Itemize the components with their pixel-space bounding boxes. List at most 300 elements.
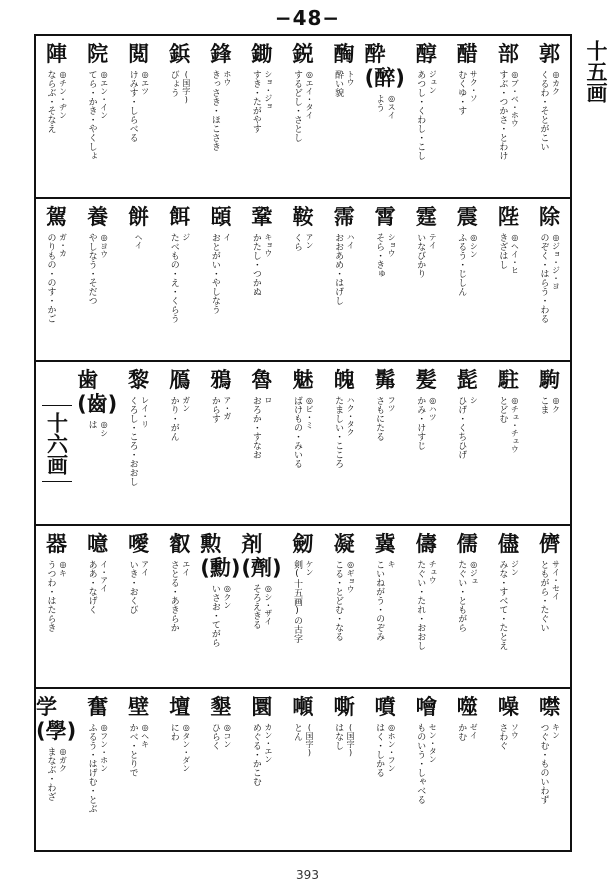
kanji-entry — [488, 36, 529, 197]
on-reading: ガン — [181, 396, 191, 413]
kanji-readings — [414, 233, 438, 278]
kanji-readings — [291, 723, 315, 757]
on-reading: ◎シ — [99, 420, 109, 438]
kanji-character: 霈 — [333, 205, 355, 230]
on-reading: ア・ガ — [222, 396, 232, 421]
kanji-character: 養 — [87, 205, 109, 230]
table-row — [36, 199, 570, 362]
kanji-character: 霆 — [415, 205, 437, 230]
kanji-character: 儔 — [415, 531, 437, 556]
kanji-readings — [127, 70, 151, 142]
kanji-readings — [373, 723, 397, 777]
on-reading: キョウ — [263, 233, 273, 258]
kun-reading: めぐる・かこむ — [250, 722, 261, 786]
kanji-character: 駒 — [538, 368, 560, 393]
kun-reading: てら・かき・やくしょ — [86, 70, 97, 160]
kanji-entry — [282, 199, 323, 360]
on-reading: フツ — [387, 396, 397, 413]
kanji-character: 歯(齒) — [77, 368, 118, 417]
kun-reading: ふるう・はげむ・とぶ — [86, 722, 97, 813]
kanji-readings — [250, 584, 274, 629]
kun-reading: は — [86, 420, 97, 430]
kun-reading: たべもの・え・くらう — [168, 233, 179, 324]
kanji-readings — [250, 723, 274, 786]
kun-reading: するどし・さとし — [291, 70, 302, 142]
kanji-readings — [127, 723, 151, 777]
kanji-readings — [168, 723, 192, 772]
kanji-entry — [365, 36, 406, 197]
kun-reading: いさお・てがら — [209, 583, 220, 647]
on-reading: ◎シ・ザイ — [263, 583, 273, 625]
kanji-entry — [36, 199, 77, 360]
table-row — [36, 526, 570, 689]
kun-reading: すき・たがやす — [250, 70, 261, 133]
kanji-readings — [373, 233, 397, 278]
kanji-readings — [537, 396, 561, 414]
kanji-readings — [168, 70, 192, 104]
on-reading: ゼイ — [469, 722, 479, 739]
kanji-character: 魯 — [251, 368, 273, 393]
kanji-entry — [488, 689, 529, 850]
kanji-readings — [209, 723, 233, 750]
kanji-readings — [45, 747, 69, 801]
on-reading: ホウ — [222, 70, 232, 86]
kanji-entry — [365, 199, 406, 360]
kanji-readings — [209, 584, 233, 647]
kanji-character: 圜 — [251, 694, 273, 719]
kanji-readings — [127, 560, 151, 614]
kanji-readings — [373, 396, 397, 441]
kanji-readings — [496, 233, 520, 274]
kanji-entry — [159, 362, 200, 523]
kun-reading: びょう — [168, 70, 179, 97]
on-reading: ◎シン — [469, 233, 479, 259]
kanji-readings — [168, 396, 192, 441]
kanji-entry — [200, 362, 241, 523]
on-reading: (国字) — [346, 722, 356, 757]
on-reading: ガ・カ — [58, 233, 68, 258]
kanji-entry — [447, 36, 488, 197]
kanji-character: 駕 — [46, 205, 68, 230]
kanji-character: 閲 — [128, 42, 150, 66]
kanji-character: 院 — [87, 42, 109, 66]
kanji-entry — [118, 36, 159, 197]
kanji-entry — [324, 199, 365, 360]
kanji-character: 奮 — [87, 694, 109, 719]
kun-reading: つぐむ・ものいわず — [538, 722, 549, 804]
kun-reading: かたし・つかぬ — [250, 233, 261, 297]
kanji-character: 除 — [538, 205, 560, 230]
kanji-character: 墾 — [210, 694, 232, 719]
kanji-readings — [291, 396, 315, 468]
kanji-character: 餅 — [128, 205, 150, 230]
kun-reading: ひげ・くちひげ — [456, 396, 467, 460]
kanji-character: 儘 — [497, 531, 519, 556]
kanji-character: 部 — [497, 42, 519, 66]
on-reading: イ・アイ — [99, 559, 109, 592]
kun-reading: ばけもの・みいる — [291, 396, 302, 469]
kanji-entry — [159, 689, 200, 850]
kun-reading: こま — [538, 396, 549, 415]
table-row — [36, 36, 570, 199]
on-reading: セン・タン — [428, 722, 438, 763]
kanji-readings — [45, 560, 69, 632]
kanji-readings — [209, 396, 233, 423]
on-reading: ◎エツ — [140, 70, 150, 95]
kun-reading: すぶ・つかさ・とわけ — [497, 70, 508, 160]
kanji-character: 鋒 — [210, 42, 232, 66]
kun-reading: ともがら・たぐい — [538, 559, 549, 632]
kanji-character: 震 — [456, 205, 478, 230]
kun-reading: ならぶ・そなえ — [45, 70, 56, 133]
kanji-readings — [291, 70, 315, 142]
kanji-character: 陛 — [497, 205, 519, 230]
kanji-entry — [324, 526, 365, 687]
on-reading: アン — [304, 233, 314, 250]
kanji-entry — [488, 199, 529, 360]
on-reading: ショ・ジョ — [263, 70, 273, 110]
on-reading: アイ — [140, 559, 150, 576]
on-reading: ◎ジュ — [469, 559, 479, 585]
kanji-readings — [496, 70, 520, 160]
kanji-character: 儒 — [456, 531, 478, 556]
kanji-character: 凝 — [333, 531, 355, 556]
kanji-readings — [455, 396, 479, 459]
kun-reading: かむ — [456, 722, 467, 741]
kanji-character: 噬 — [456, 694, 478, 719]
kun-reading: きざはし — [497, 233, 508, 270]
kun-reading: にわ — [168, 722, 179, 741]
kanji-readings — [45, 233, 69, 323]
on-reading: ソウ — [510, 722, 520, 739]
kanji-readings — [168, 560, 192, 632]
kanji-entry — [77, 689, 118, 850]
kun-reading: おろか・すなお — [250, 396, 261, 460]
kanji-readings — [86, 560, 110, 614]
kanji-character: 鋭 — [292, 42, 314, 66]
kanji-character: 黎 — [128, 368, 150, 393]
kanji-character: 霄 — [374, 205, 396, 230]
on-reading: ジ — [181, 233, 191, 242]
kanji-readings — [414, 396, 438, 450]
kanji-entry — [241, 362, 282, 523]
kanji-entry — [282, 36, 323, 197]
kanji-character: 噴 — [374, 694, 396, 719]
on-reading: ◎ヘキ — [140, 722, 150, 748]
kun-reading: とん — [291, 722, 302, 741]
kanji-entry — [77, 362, 118, 523]
kanji-character: 髪 — [415, 368, 437, 393]
kun-reading: のぞく・はらう・わる — [538, 233, 549, 324]
on-reading: シ — [469, 396, 479, 405]
on-reading: カン・エン — [263, 722, 273, 763]
kun-reading: いき・おくび — [127, 559, 138, 614]
kanji-entry — [200, 689, 241, 850]
kanji-readings — [209, 233, 233, 314]
kanji-entry — [77, 526, 118, 687]
kanji-entry — [447, 362, 488, 523]
on-reading: ◎チュ・チュウ — [510, 396, 520, 454]
kanji-entry — [118, 689, 159, 850]
kun-reading: からす — [209, 396, 220, 424]
on-reading: イ — [222, 233, 232, 242]
kun-reading: 剣(十五画)の古字 — [291, 559, 302, 643]
section-header-cell — [36, 362, 77, 523]
kanji-readings — [86, 70, 110, 160]
kun-reading: たぐい・ともがら — [456, 559, 467, 632]
on-reading: ◎エン・イン — [99, 70, 109, 119]
on-reading: エイ — [181, 559, 191, 576]
on-reading: ◎チン・ヂン — [58, 70, 68, 119]
kanji-entry — [488, 362, 529, 523]
kanji-character: 鋤 — [251, 42, 273, 66]
kanji-entry — [406, 526, 447, 687]
kanji-character: 醇 — [415, 42, 437, 66]
kun-reading: とどむ — [497, 396, 508, 424]
kanji-entry — [529, 36, 570, 197]
kun-reading: さわぐ — [497, 722, 508, 750]
table-row — [36, 689, 570, 850]
kanji-readings — [537, 233, 561, 323]
kanji-character: 壇 — [169, 694, 191, 719]
kanji-readings — [209, 70, 233, 151]
kanji-entry — [36, 526, 77, 687]
on-reading: ショウ — [387, 233, 397, 258]
kanji-entry — [282, 526, 323, 687]
on-reading: ジュン — [428, 70, 438, 94]
kanji-entry — [447, 199, 488, 360]
on-reading: キ — [387, 559, 397, 568]
on-reading: ◎カク — [551, 70, 561, 95]
on-reading: ◎キ — [58, 559, 68, 577]
on-reading: サク・ソ — [469, 70, 479, 102]
on-reading: ◎ハツ — [428, 396, 438, 422]
kun-reading: いなびかり — [415, 233, 426, 279]
kanji-entry — [118, 199, 159, 360]
kanji-entry — [200, 526, 241, 687]
kanji-character: 酔(醉) — [364, 42, 405, 90]
kanji-readings — [414, 70, 438, 160]
kun-reading: さとる・あきらか — [168, 559, 179, 632]
kun-reading: よう — [374, 94, 385, 112]
kun-reading: くら — [291, 233, 302, 252]
kun-reading: ふるう・じしん — [456, 233, 467, 297]
on-reading: ◎ヨウ — [99, 233, 109, 259]
kanji-readings — [496, 723, 520, 750]
kanji-entry — [406, 199, 447, 360]
kanji-character: 噪 — [497, 694, 519, 719]
kun-reading: のりもの・のす・かご — [45, 233, 56, 324]
kanji-character: 鴉 — [210, 368, 232, 393]
on-reading: ◎ガク — [58, 746, 68, 772]
kanji-readings — [455, 233, 479, 296]
kanji-character: 鞍 — [292, 205, 314, 230]
kanji-character: 学(學) — [35, 694, 77, 743]
on-reading: トウ — [346, 70, 356, 86]
kanji-entry — [324, 36, 365, 197]
kun-reading: くるわ・そとがこい — [538, 70, 549, 151]
kanji-readings — [537, 723, 561, 804]
stroke-count-header: 十五画 — [584, 40, 608, 103]
kanji-character: 冀 — [374, 531, 396, 556]
kanji-character: 餌 — [169, 205, 191, 230]
kanji-entry — [118, 362, 159, 523]
kun-reading: むくゆ・す — [456, 70, 467, 115]
kanji-entry — [365, 362, 406, 523]
on-reading: ◎ギョウ — [346, 559, 356, 593]
kanji-entry — [365, 526, 406, 687]
kun-reading: 酔い貌 — [333, 70, 344, 97]
on-reading: ハク・タク — [346, 396, 356, 437]
kanji-entry — [529, 526, 570, 687]
kun-reading: あつし・くわし・こし — [415, 70, 426, 160]
kun-reading: はく・しかる — [374, 722, 385, 777]
on-reading: ◎エイ・タイ — [304, 70, 314, 119]
kanji-table — [34, 34, 572, 852]
kanji-character: 叡 — [169, 531, 191, 556]
kanji-readings — [332, 723, 356, 757]
kanji-entry — [529, 199, 570, 360]
kanji-entry — [488, 526, 529, 687]
on-reading: レイ・リ — [140, 396, 150, 429]
kun-reading: まなぶ・わざ — [45, 746, 56, 801]
kanji-entry — [365, 689, 406, 850]
kun-reading: そろえきる — [250, 583, 261, 629]
kun-reading: ひらく — [209, 722, 220, 750]
kanji-readings — [332, 233, 356, 305]
on-reading: ◎クン — [222, 583, 232, 609]
kanji-character: 陣 — [46, 42, 68, 66]
kun-reading: さもにたる — [374, 396, 385, 442]
kun-reading: けみす・しらべる — [127, 70, 138, 142]
kun-reading: うつわ・はたらき — [45, 559, 56, 632]
kanji-readings — [291, 233, 315, 251]
on-reading: ヘイ — [134, 233, 144, 250]
kun-reading: おとがい・やしなう — [209, 233, 220, 315]
kun-reading: はなし — [333, 722, 344, 750]
kanji-character: 魄 — [333, 368, 355, 393]
kanji-entry — [406, 689, 447, 850]
kanji-character: 郭 — [538, 42, 560, 66]
kanji-character: 儕 — [538, 531, 560, 556]
kanji-entry — [241, 689, 282, 850]
kanji-character: 噯 — [128, 531, 150, 556]
kun-reading: かり・がん — [168, 396, 179, 442]
kanji-character: 駐 — [497, 368, 519, 393]
kanji-readings — [332, 560, 356, 641]
kanji-entry — [241, 526, 282, 687]
on-reading: ◎コン — [222, 722, 232, 748]
on-reading: ◎ク — [551, 396, 561, 414]
kanji-readings — [373, 560, 397, 641]
kun-reading: そら・きゅ — [374, 233, 385, 279]
kanji-character: 魅 — [292, 368, 314, 393]
kanji-entry — [529, 689, 570, 850]
kanji-character: 嘶 — [333, 694, 355, 719]
on-reading: ◎ホン・フン — [387, 722, 397, 772]
kanji-character: 醋 — [456, 42, 478, 66]
kun-reading: おおあめ・はげし — [333, 233, 344, 306]
kun-reading: ああ・なげく — [86, 559, 97, 614]
kanji-character: 噲 — [415, 694, 437, 719]
kun-reading: たぐい・たれ・おおし — [415, 559, 426, 650]
kanji-entry — [77, 36, 118, 197]
kanji-character: 剤(劑) — [241, 531, 282, 580]
kanji-character: 器 — [46, 531, 68, 556]
kanji-entry — [36, 36, 77, 197]
on-reading: ケン — [304, 559, 314, 576]
on-reading: キン — [551, 722, 561, 739]
kanji-entry — [159, 36, 200, 197]
on-reading: ◎ビ・ミ — [304, 396, 314, 430]
kanji-readings — [86, 420, 110, 437]
on-reading: サイ・セイ — [551, 559, 561, 600]
kanji-entry — [77, 199, 118, 360]
kanji-readings — [133, 233, 144, 249]
kanji-entry — [282, 362, 323, 523]
kanji-character: 劒 — [292, 531, 314, 556]
kanji-entry — [447, 526, 488, 687]
kanji-entry — [36, 689, 77, 850]
on-reading: ハイ — [346, 233, 356, 250]
kanji-readings — [45, 70, 69, 133]
kanji-entry — [406, 36, 447, 197]
kanji-character: 鴈 — [169, 368, 191, 393]
on-reading: ◎ジョ・ジ・ヨ — [551, 233, 561, 291]
kanji-character: 髴 — [374, 368, 396, 393]
kanji-readings — [455, 70, 479, 115]
kanji-readings — [332, 70, 356, 97]
on-reading: テイ — [428, 233, 438, 250]
kanji-readings — [86, 723, 110, 813]
kun-reading: やしなう・そだつ — [86, 233, 97, 306]
kanji-character: 壁 — [128, 694, 150, 719]
kanji-entry — [324, 362, 365, 523]
kanji-entry — [406, 362, 447, 523]
kanji-entry — [200, 199, 241, 360]
kanji-character: 髭 — [456, 368, 478, 393]
kanji-readings — [250, 70, 274, 133]
on-reading: (国字) — [181, 70, 191, 104]
kanji-character: 頣 — [210, 205, 232, 230]
kanji-character: 噫 — [87, 531, 109, 556]
kun-reading: ものいう・しゃべる — [415, 722, 426, 804]
kanji-character: 勲(勳) — [200, 531, 241, 580]
table-row — [36, 362, 570, 525]
on-reading: ◎スイ — [387, 94, 397, 119]
on-reading: (国字) — [304, 722, 314, 757]
kanji-entry — [200, 36, 241, 197]
kanji-readings — [496, 560, 520, 650]
kanji-entry — [118, 526, 159, 687]
kanji-readings — [455, 723, 479, 741]
on-reading: ◎フン・ホン — [99, 722, 109, 772]
on-reading: ◎タン・ダン — [181, 722, 191, 772]
kanji-readings — [332, 396, 356, 468]
on-reading: ジン — [510, 559, 520, 576]
kanji-readings — [168, 233, 192, 323]
kanji-entry — [324, 689, 365, 850]
kanji-readings — [291, 560, 315, 643]
kanji-character: 噸 — [292, 694, 314, 719]
kun-reading: かみ・けすじ — [415, 396, 426, 451]
kanji-readings — [86, 233, 110, 305]
kanji-entry — [529, 362, 570, 523]
on-reading: チュウ — [428, 559, 438, 584]
kanji-readings — [127, 396, 151, 486]
kanji-readings — [455, 560, 479, 632]
kanji-entry — [241, 36, 282, 197]
